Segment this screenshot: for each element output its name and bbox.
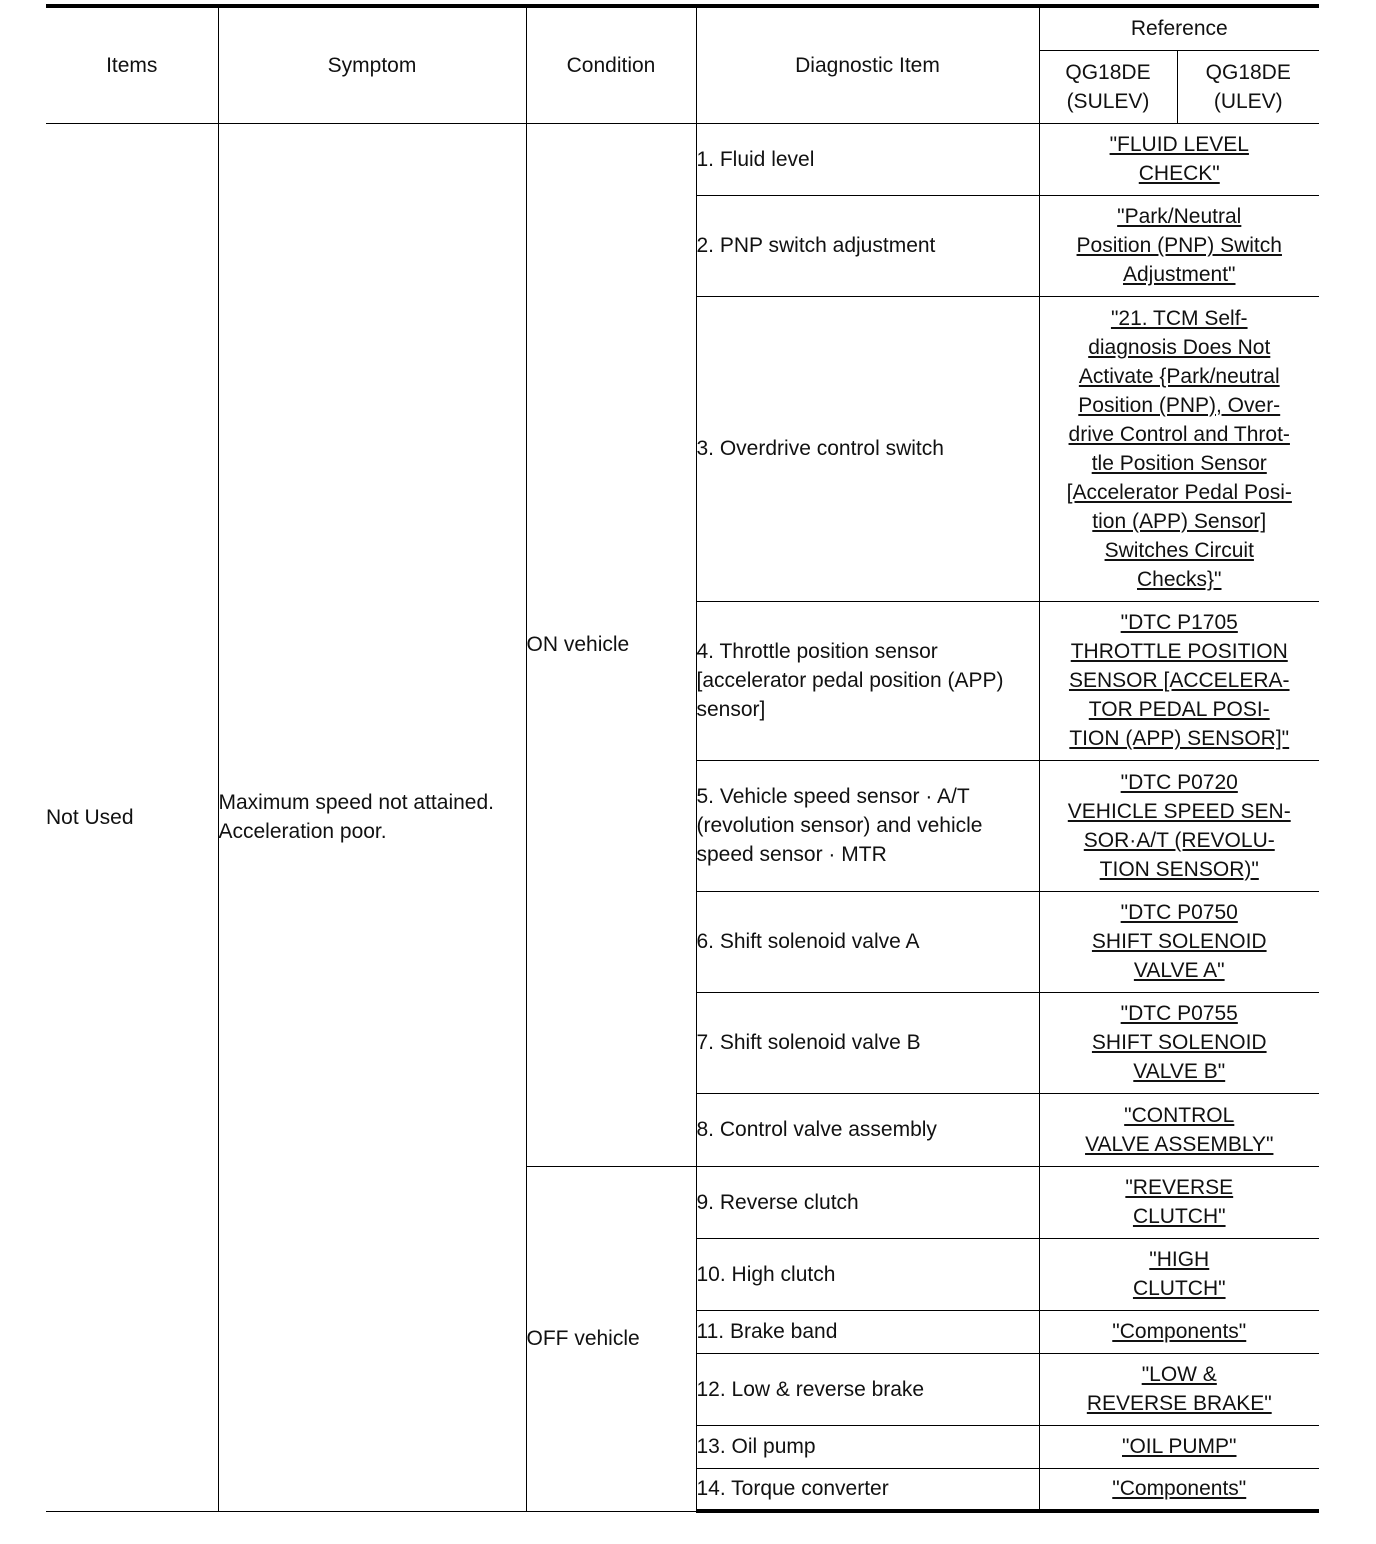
diagnostic-item: 11. Brake band — [696, 1310, 1039, 1353]
reference-cell — [1039, 296, 1319, 601]
reference-link[interactable]: "REVERSE CLUTCH" — [1125, 1176, 1234, 1228]
diagnostic-item: 13. Oil pump — [696, 1425, 1039, 1468]
reference-cell — [1039, 123, 1319, 195]
diagnostic-table — [46, 4, 1319, 1513]
header-diagnostic-item: Diagnostic Item — [696, 6, 1039, 123]
diagnostic-item: 8. Control valve assembly — [696, 1093, 1039, 1166]
header-ref-sulev: QG18DE (SULEV) — [1039, 50, 1177, 123]
reference-cell — [1039, 195, 1319, 296]
reference-link[interactable]: "DTC P0750 SHIFT SOLENOID VALVE A" — [1091, 901, 1267, 982]
reference-cell — [1039, 1238, 1319, 1310]
reference-link[interactable]: "Park/Neutral Position (PNP) Switch Adjustment" — [1076, 205, 1282, 286]
reference-cell — [1039, 1310, 1319, 1353]
diagnostic-item: 9. Reverse clutch — [696, 1166, 1039, 1238]
header-reference: Reference — [1039, 6, 1319, 50]
diagnostic-item: 10. High clutch — [696, 1238, 1039, 1310]
header-condition: Condition — [526, 6, 696, 123]
diagnostic-item: 7. Shift solenoid valve B — [696, 992, 1039, 1093]
reference-cell — [1039, 1425, 1319, 1468]
reference-link[interactable]: "Components" — [1112, 1477, 1247, 1501]
reference-cell — [1039, 891, 1319, 992]
items-cell: Not Used — [46, 123, 218, 1511]
diagnostic-item: 3. Overdrive control switch — [696, 296, 1039, 601]
header-ref-ulev: QG18DE (ULEV) — [1177, 50, 1319, 123]
reference-link[interactable]: "LOW & REVERSE BRAKE" — [1086, 1363, 1272, 1415]
reference-link[interactable]: "CONTROL VALVE ASSEMBLY" — [1085, 1103, 1274, 1156]
diagnostic-item: 6. Shift solenoid valve A — [696, 891, 1039, 992]
condition-off-vehicle: OFF vehicle — [526, 1166, 696, 1511]
diagnostic-item: 14. Torque converter — [696, 1468, 1039, 1511]
reference-link[interactable]: "OIL PUMP" — [1122, 1435, 1237, 1458]
condition-on-vehicle: ON vehicle — [526, 123, 696, 1166]
reference-cell — [1039, 1468, 1319, 1511]
symptom-cell: Maximum speed not attained. Acceleration poor. — [218, 123, 526, 1511]
reference-link[interactable]: "Components" — [1112, 1320, 1247, 1343]
reference-cell — [1039, 1093, 1319, 1166]
reference-cell — [1039, 992, 1319, 1093]
reference-cell — [1039, 1166, 1319, 1238]
diagnostic-item: 4. Throttle position sensor [accelerator pedal position (APP) sensor] — [696, 601, 1039, 760]
diagnostic-item: 5. Vehicle speed sensor · A/T (revolution sensor) and vehicle speed sensor · MTR — [696, 760, 1039, 891]
reference-link[interactable]: "FLUID LEVEL CHECK" — [1109, 133, 1249, 185]
reference-cell — [1039, 601, 1319, 760]
reference-link[interactable]: "DTC P1705 THROTTLE POSITION SENSOR [ACCELERA- TOR PEDAL POSI- TION (APP) SENSOR]" — [1068, 611, 1290, 750]
diagnostic-item: 12. Low & reverse brake — [696, 1353, 1039, 1425]
reference-cell — [1039, 1353, 1319, 1425]
header-symptom: Symptom — [218, 6, 526, 123]
reference-link[interactable]: "21. TCM Self- diagnosis Does Not Activate {Park/neutral Position (PNP), Over- drive Control and Throt- tle Position Sensor [Accelerator Pedal Posi- tion (APP) Sensor] Switches Circuit Checks}" — [1066, 306, 1292, 591]
reference-link[interactable]: "HIGH CLUTCH" — [1132, 1248, 1226, 1300]
reference-cell — [1039, 760, 1319, 891]
header-items: Items — [46, 6, 218, 123]
reference-link[interactable]: "DTC P0755 SHIFT SOLENOID VALVE B" — [1091, 1002, 1267, 1083]
diagnostic-item: 1. Fluid level — [696, 123, 1039, 195]
diagnostic-item: 2. PNP switch adjustment — [696, 195, 1039, 296]
reference-link[interactable]: "DTC P0720 VEHICLE SPEED SEN- SOR·A/T (REVOLU- TION SENSOR)" — [1067, 770, 1291, 881]
